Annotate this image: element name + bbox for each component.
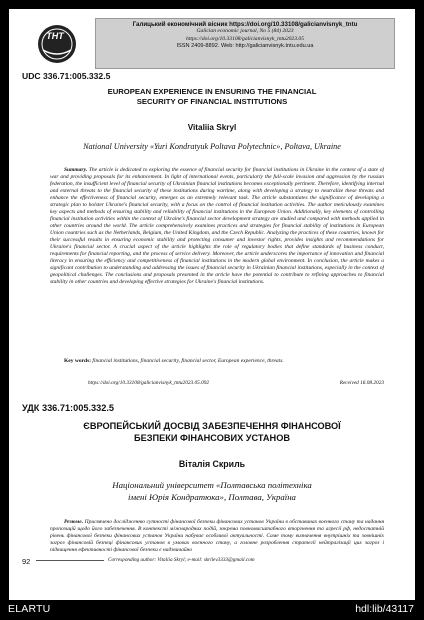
affiliation-ua <box>27 480 397 503</box>
viewer-bottom-bar <box>0 600 424 620</box>
resume-ua <box>50 519 384 555</box>
paper-page <box>9 9 415 600</box>
journal-info-box <box>95 18 395 69</box>
corresponding-author: Corresponding author: Vitaliia Skryl; e-mail: skrilev3333@gmail.com <box>108 557 255 563</box>
page-number: 92 <box>22 557 31 566</box>
page-footer <box>22 557 392 566</box>
journal-header <box>35 18 395 69</box>
journal-doi-link[interactable]: https://doi.org/10.33108/galicianvisnyk_tntu2023.05 <box>185 35 305 42</box>
author-en: Vitaliia Skryl <box>187 123 237 132</box>
keywords-label: Key words: <box>64 358 92 364</box>
resume-text: Присвячено дослідженню сутності фінансової безпеки фінансових установ України в обставинах воєнного стану та надання пропозицій щодо його забезпечення. В контексті міжнародних подій, зокрема повномасштабного вторгнення та агресії рф, недостатній рівень фінансової безпеки фінансових установ України набуває особливої актуальності. Саме тому визначення внутрішніх та зовнішніх загроз фінансовій безпеці фінансових установ в умовах воєнного стану, а головне розроблення стратегії нейтралізації цих загроз і підвищення ефективності фінансової безпеки є надзвичайно <box>50 519 384 553</box>
journal-name-en: Galician economic journal, No 5 (84) 2023 <box>196 28 294 35</box>
affiliation-en: National University «Yuri Kondratyuk Poltava Polytechnic», Poltava, Ukraine <box>83 142 341 151</box>
title-en <box>27 87 397 107</box>
summary-label: Summary. <box>64 167 88 173</box>
repository-name[interactable]: ELARTU <box>8 603 51 615</box>
title-en-line-2: SECURITY OF FINANCIAL INSTITUTIONS <box>136 97 288 107</box>
article-doi[interactable]: https://doi.org/10.33108/galicianvisnyk_tntu2023.05.092 <box>88 380 210 386</box>
udc-en: UDC 336.71:005.332.5 <box>22 71 111 81</box>
handle-id[interactable]: hdl:lib/43117 <box>355 603 414 615</box>
affiliation-ua-line-1: Національний університет «Полтавська політехніка <box>112 480 312 490</box>
author-ua: Віталія Скриль <box>178 459 246 469</box>
title-en-line-1: EUROPEAN EXPERIENCE IN ENSURING THE FINANCIAL <box>107 87 317 96</box>
received-date: Received 16.08.2023 <box>339 380 384 386</box>
title-ua-line-1: ЄВРОПЕЙСЬКИЙ ДОСВІД ЗАБЕЗПЕЧЕННЯ ФІНАНСОВОЇ <box>83 421 341 431</box>
journal-logo-icon <box>37 24 77 64</box>
journal-issn: ISSN 2409-8892. Web: http://galicianvisnyk.tntu.edu.ua <box>176 43 314 50</box>
title-ua <box>27 420 397 444</box>
resume-label: Резюме. <box>64 519 84 525</box>
summary-en <box>50 167 384 357</box>
summary-text: The article is dedicated to exploring the essence of financial security for financial institutions in Ukraine in the context of a state of war and providing proposals for its enhancement. In light of international events, particularly the full-scale invasion and aggression by the russian federation, the insufficient level of financial security of Ukrainian financial institutions becomes exceptionally pertinent. Therefore, identifying internal and external threats to the financial security of these institutions during wartime, along with developing a strategy to neutralize these threats and enhance the effectiveness of financial security, emerges as an extremely relevant task. The article substantiates the significance of developing a strategic plan to bolster Ukraine's financial security, with a focus on the control of financial institution activities. The author meticulously examines key aspects and methods of ensuring stability and reliability of financial institutions in the European Union. Additionally, key elements of controlling financial institution activities within the context of Ukraine's financial sector development strategy are studied and compared with methods applied in other countries around the world. The article comprehensively examines practices and strategies for financial stability of institutions in European Union countries such as the Netherlands, Belgium, the United Kingdom, and the Czech Republic. Analyzing the practices of these countries, known for their successful results in ensuring economic stability and protecting consumer and investor rights, provides insights and recommendations for Ukraine's financial sector. A crucial aspect of the article highlights the role of regulatory bodies that define standards of business conduct, requirements for financial reporting, and the process of service delivery. Moreover, the article underscores the importance of innovation and financial literacy in ensuring the efficiency and competitiveness of financial institutions in the modern global environment. In conclusion, the article makes a significant contribution to understanding and addressing the issues of financial security in Ukrainian financial institutions, especially in the context of geopolitical challenges. The conclusions and proposals presented in the article have the potential to contribute to refining approaches to financial stability in other countries and developing effective strategies for Ukraine's financial institutions. <box>50 167 384 285</box>
title-ua-line-2: БЕЗПЕКИ ФІНАНСОВИХ УСТАНОВ <box>134 433 290 443</box>
keywords-text: financial institutions, financial security, financial sector, European experience, threats. <box>92 358 284 364</box>
affiliation-ua-line-2: імені Юрія Кондратюка», Полтава, Україна <box>128 491 296 502</box>
footer-rule <box>36 560 104 561</box>
journal-name-ua: Галицький економічний вісник https://doi.org/10.33108/galicianvisnyk_tntu <box>132 21 358 28</box>
udc-ua: УДК 336.71:005.332.5 <box>22 403 114 413</box>
keywords-en <box>50 358 384 365</box>
journal-logo-lettering: ТНТ <box>46 31 64 41</box>
